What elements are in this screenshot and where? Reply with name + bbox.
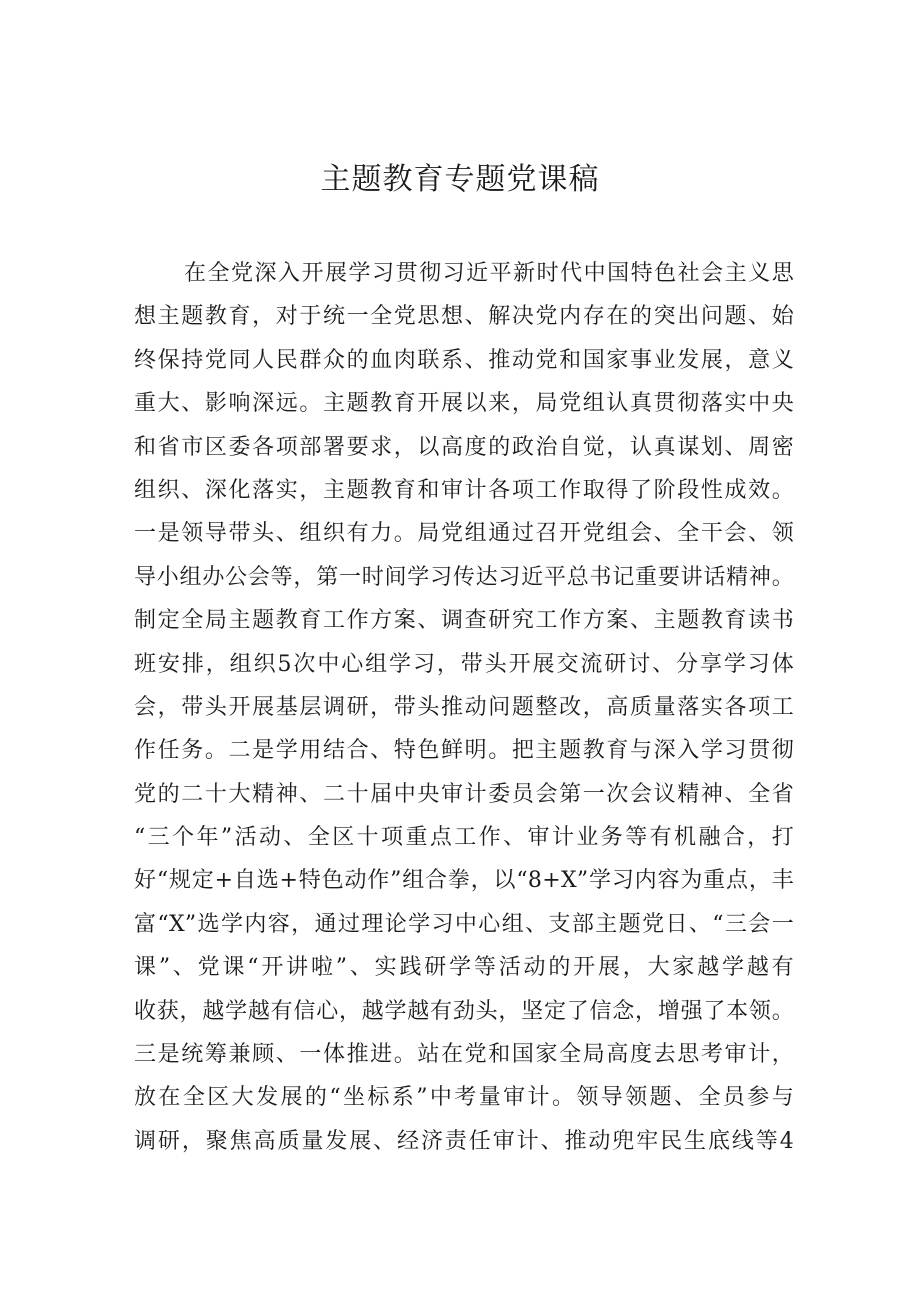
paragraph-line: 班安排，组织5次中心组学习，带头开展交流研讨、分享学习体	[134, 651, 794, 677]
paragraph-line: 会，带头开展基层调研，带头推动问题整改，高质量落实各项工	[134, 694, 794, 720]
paragraph-line: 终保持党同人民群众的血肉联系、推动党和国家事业发展，意义	[134, 347, 794, 373]
document-body	[134, 252, 794, 1163]
paragraph-line: 作任务。二是学用结合、特色鲜明。把主题教育与深入学习贯彻	[134, 738, 794, 764]
paragraph-line: 三是统筹兼顾、一体推进。站在党和国家全局高度去思考审计，	[134, 1042, 794, 1068]
paragraph-line: 放在全区大发展的“坐标系”中考量审计。领导领题、全员参与	[134, 1085, 794, 1111]
paragraph-line: 导小组办公会等，第一时间学习传达习近平总书记重要讲话精神。	[134, 564, 794, 590]
paragraph-line: 党的二十大精神、二十届中央审计委员会第一次会议精神、全省	[134, 781, 794, 807]
paragraph-line: 好“规定+自选+特色动作”组合拳，以“8+X”学习内容为重点，丰	[134, 868, 794, 894]
paragraph-line: “三个年”活动、全区十项重点工作、审计业务等有机融合，打	[134, 825, 794, 851]
paragraph-line: 课”、党课“开讲啦”、实践研学等活动的开展，大家越学越有	[134, 955, 794, 981]
paragraph-line: 富“X”选学内容，通过理论学习中心组、支部主题党日、“三会一	[134, 911, 794, 937]
paragraph-line: 组织、深化落实，主题教育和审计各项工作取得了阶段性成效。	[134, 477, 794, 503]
paragraph-line: 制定全局主题教育工作方案、调查研究工作方案、主题教育读书	[134, 608, 794, 634]
paragraph-line: 一是领导带头、组织有力。局党组通过召开党组会、全干会、领	[134, 521, 794, 547]
paragraph-line: 想主题教育，对于统一全党思想、解决党内存在的突出问题、始	[134, 304, 794, 330]
paragraph-line: 和省市区委各项部署要求，以高度的政治自觉，认真谋划、周密	[134, 434, 794, 460]
document-title: 主题教育专题党课稿	[320, 162, 600, 197]
paragraph-line: 收获，越学越有信心，越学越有劲头，坚定了信念，增强了本领。	[134, 998, 794, 1024]
paragraph-line: 在全党深入开展学习贯彻习近平新时代中国特色社会主义思	[184, 261, 794, 286]
paragraph-line: 调研，聚焦高质量发展、经济责任审计、推动兜牢民生底线等4	[134, 1128, 794, 1154]
paragraph-line: 重大、影响深远。主题教育开展以来，局党组认真贯彻落实中央	[134, 391, 794, 417]
